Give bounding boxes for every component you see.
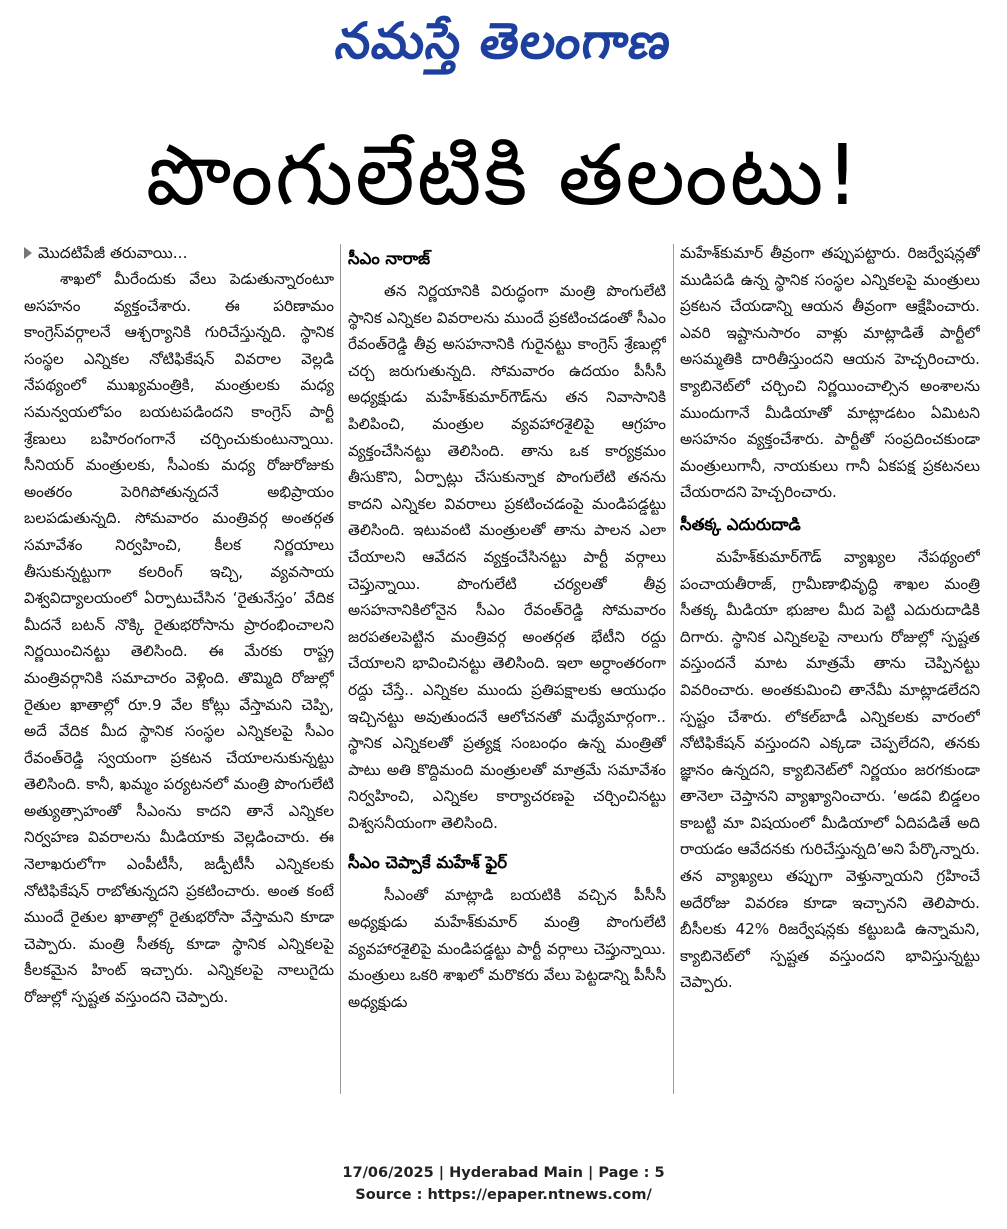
kicker-text: మొదటిపేజీ తరువాయి... xyxy=(38,244,188,262)
paragraph: సీఎంతో మాట్లాడి బయటికి వచ్చిన పీసీసీ అధ్యక్షుడు మహేశ్‌కుమార్ మంత్రి పొంగులేటి వ్యవహారశైలిపై మండిపడ్డట్టు పార్టీ వర్గాలు చెప్తున్నాయి. మంత్రులు ఒకరి శాఖలో మరొకరు వేలు పెట్టడాన్ని పీసీసీ అధ్యక్షుడు xyxy=(348,886,666,1011)
source-link[interactable]: Source : https://epaper.ntnews.com/ xyxy=(355,1187,652,1203)
column-divider xyxy=(673,244,674,1094)
article-column-2 xyxy=(348,240,666,1120)
paragraph: శాఖలో మీరేందుకు వేలు పెడుతున్నారంటూ అసహనం వ్యక్తంచేశారు. ఈ పరిణామం కాంగ్రెస్‌వర్గాలనే ఆశ్చర్యానికి గురిచేస్తున్నది. స్థానిక సంస్థల ఎన్నికల నోటిఫికేషన్ వివరాల వెల్లడి నేపథ్యంలో ముఖ్యమంత్రికి, మంత్రులకు మధ్య సమన్వయలోపం బయటపడిందని కాంగ్రెస్ పార్టీ శ్రేణులు బహిరంగంగానే చర్చించుకుంటున్నాయి. సీనియర్ మంత్రులకు, సీఎంకు మధ్య రోజురోజుకు అంతరం పెరిగిపోతున్నదనే అభిప్రాయం బలపడుతున్నది. సోమవారం మంత్రివర్గ అంతర్గత సమావేశం నిర్వహించి, కీలక నిర్ణయాలు తీసుకున్నట్టుగా కలరింగ్ ఇచ్చి, వ్యవసాయ విశ్వవిద్యాలయంలో ఏర్పాటుచేసిన ‘రైతునేస్తం’ వేదిక మీదనే బటన్ నొక్కి రైతుభరోసాను ప్రారంభించాలని నిర్ణయించినట్టు తెలిసింది. ఈ మేరకు రాష్ట్ర మంత్రివర్గానికి సమాచారం వెళ్లింది. తొమ్మిది రోజుల్లో రైతుల ఖాతాల్లో రూ.9 వేల కోట్లు వేస్తామని చెప్పి, అదే వేదిక మీద స్థానిక సంస్థల ఎన్నికలపై సీఎం రేవంత్‌రెడ్డి స్వయంగా ప్రకటన చేయాలనుకున్నట్టు తెలిసింది. కానీ, ఖమ్మం పర్యటనలో మంత్రి పొంగులేటి అత్యుత్సాహంతో సీఎంను కాదని తానే ఎన్నికల నిర్వహణ వివరాలను మీడియాకు వెల్లడించారు. ఈ నెలాఖరులోగా ఎంపీటీసీ, జడ్పీటీసీ ఎన్నికలకు నోటిఫికేషన్ రాబోతున్నదని ప్రకటించారు. అంత కంటే ముందే రైతుల ఖాతాల్లో రైతుభరోసా వేస్తామని కూడా చెప్పారు. మంత్రి సీతక్క కూడా స్థానిక ఎన్నికలపై కీలకమైన హింట్ ఇచ్చారు. ఎన్నికలపై నాలుగైదు రోజుల్లో స్పష్టత వస్తుందని చెప్పారు. xyxy=(24,270,334,1007)
paragraph: తన నిర్ణయానికి విరుద్ధంగా మంత్రి పొంగులేటి స్థానిక ఎన్నికల వివరాలను ముందే ప్రకటించడంతో సీఎం రేవంత్‌రెడ్డి తీవ్ర అసహనానికి గురైనట్టు కాంగ్రెస్ శ్రేణుల్లో చర్చ జరుగుతున్నది. సోమవారం ఉదయం పీసీసీ అధ్యక్షుడు మహేశ్‌కుమార్‌గౌడ్‌ను తన నివాసానికి పిలిపించి, మంత్రుల వ్యవహారశైలిపై ఆగ్రహం వ్యక్తంచేసినట్టు తెలిసింది. తాను ఒక కార్యక్రమం తీసుకొని, ఏర్పాట్లు చేసుకున్నాక పొంగులేటి తనను కాదని ఎన్నికల వివరాలు ప్రకటించడంపై మండిపడ్డట్టు తెలిసింది. ఇటువంటి మంత్రులతో తాను పాలన ఎలా చేయాలని ఆవేదన వ్యక్తంచేసినట్టు పార్టీ వర్గాలు చెప్తున్నాయి. పొంగులేటి చర్యలతో తీవ్ర అసహనానికిలోనైన సీఎం రేవంత్‌రెడ్డి సోమవారం జరపతలపెట్టిన మంత్రివర్గ అంతర్గత భేటీని రద్దు చేయాలని భావించినట్టు తెలిసింది. ఇలా అర్ధాంతరంగా రద్దు చేస్తే.. ఎన్నికల ముందు ప్రతిపక్షాలకు ఆయుధం ఇచ్చినట్టు అవుతుందనే ఆలోచనతో మధ్యేమార్గంగా.. స్థానిక ఎన్నికలతో ప్రత్యక్ష సంబంధం ఉన్న మంత్రితో పాటు అతి కొద్దిమంది మంత్రులతో మాత్రమే సమావేశం నిర్వహించి, ఎన్నికల కార్యాచరణపై చర్చించినట్టు విశ్వసనీయంగా తెలిసింది. xyxy=(348,282,666,832)
article-column-3 xyxy=(680,240,980,1120)
edition-info: 17/06/2025 | Hyderabad Main | Page : 5 xyxy=(342,1165,665,1181)
chevron-right-icon xyxy=(24,247,32,259)
subheading: సీఎం నారాజ్ xyxy=(348,249,431,268)
article-headline: పొంగులేటికి తలంటు! xyxy=(145,126,862,224)
paragraph: మహేశ్‌కుమార్‌గౌడ్ వ్యాఖ్యల నేపథ్యంలో పంచాయతీరాజ్, గ్రామీణాభివృద్ధి శాఖల మంత్రి సీతక్క మీడియా భుజాల మీద పెట్టి ఎదురుదాడికి దిగారు. స్థానిక ఎన్నికలపై నాలుగు రోజుల్లో స్పష్టత వస్తుందనే మాట మాత్రమే తాను చెప్పినట్టు వివరించారు. అంతకుమించి తానేమీ మాట్లాడలేదని స్పష్టం చేశారు. లోకల్‌బాడీ ఎన్నికలకు వారంలో నోటిఫికేషన్ వస్తుందని ఎక్కడా చెప్పలేదని, తనకు జ్ఞానం ఉన్నదని, క్యాబినెట్‌లో నిర్ణయం జరగకుండా తానెలా చెప్తానని వ్యాఖ్యానించారు. ‘అడవి బిడ్డలం కాబట్టి మా విషయంలో మీడియాలో ఏదిపడితే అది రాయడం ఆవేదనకు గురిచేస్తున్నది’అని పేర్కొన్నారు. తన వ్యాఖ్యలు తప్పుగా వెళ్తున్నాయని గ్రహించే అదేరోజు వివరణ కూడా ఇచ్చానని తెలిపారు. బీసీలకు 42% రిజర్వేషన్లకు కట్టుబడి ఉన్నామని, క్యాబినెట్‌లో స్పష్టత వస్తుందని భావిస్తున్నట్టు చెప్పారు. xyxy=(680,547,980,992)
newspaper-logo: నమస్తే తెలంగాణ xyxy=(331,12,676,70)
continuation-kicker xyxy=(24,240,334,266)
article-column-1 xyxy=(24,240,334,1120)
paragraph: మహేశ్‌కుమార్ తీవ్రంగా తప్పుపట్టారు. రిజర్వేషన్లతో ముడిపడి ఉన్న స్థానిక సంస్థల ఎన్నికలపై మంత్రులు ప్రకటన చేయడాన్ని ఆయన తీవ్రంగా ఆక్షేపించారు. ఎవరి ఇష్టానుసారం వాళ్లు మాట్లాడితే పార్టీలో అసమ్మతికి దారితీస్తుందని ఆయన హెచ్చరించారు. క్యాబినెట్‌లో చర్చించి నిర్ణయించాల్సిన అంశాలను ముందుగానే మీడియాతో మాట్లాడటం ఏమిటని అసహనం వ్యక్తంచేశారు. పార్టీతో సంప్రదించకుండా మంత్రులుగానీ, నాయకులు గానీ ఏకపక్ష ప్రకటనలు చేయరాదని హెచ్చరించారు. xyxy=(680,244,980,502)
subheading: సీతక్క ఎదురుదాడి xyxy=(680,514,801,534)
masthead xyxy=(0,6,1007,76)
column-divider xyxy=(340,244,341,1094)
page-footer xyxy=(0,1162,1007,1206)
subheading: సీఎం చెప్పాకే మహేశ్ ఫైర్ xyxy=(348,853,508,873)
